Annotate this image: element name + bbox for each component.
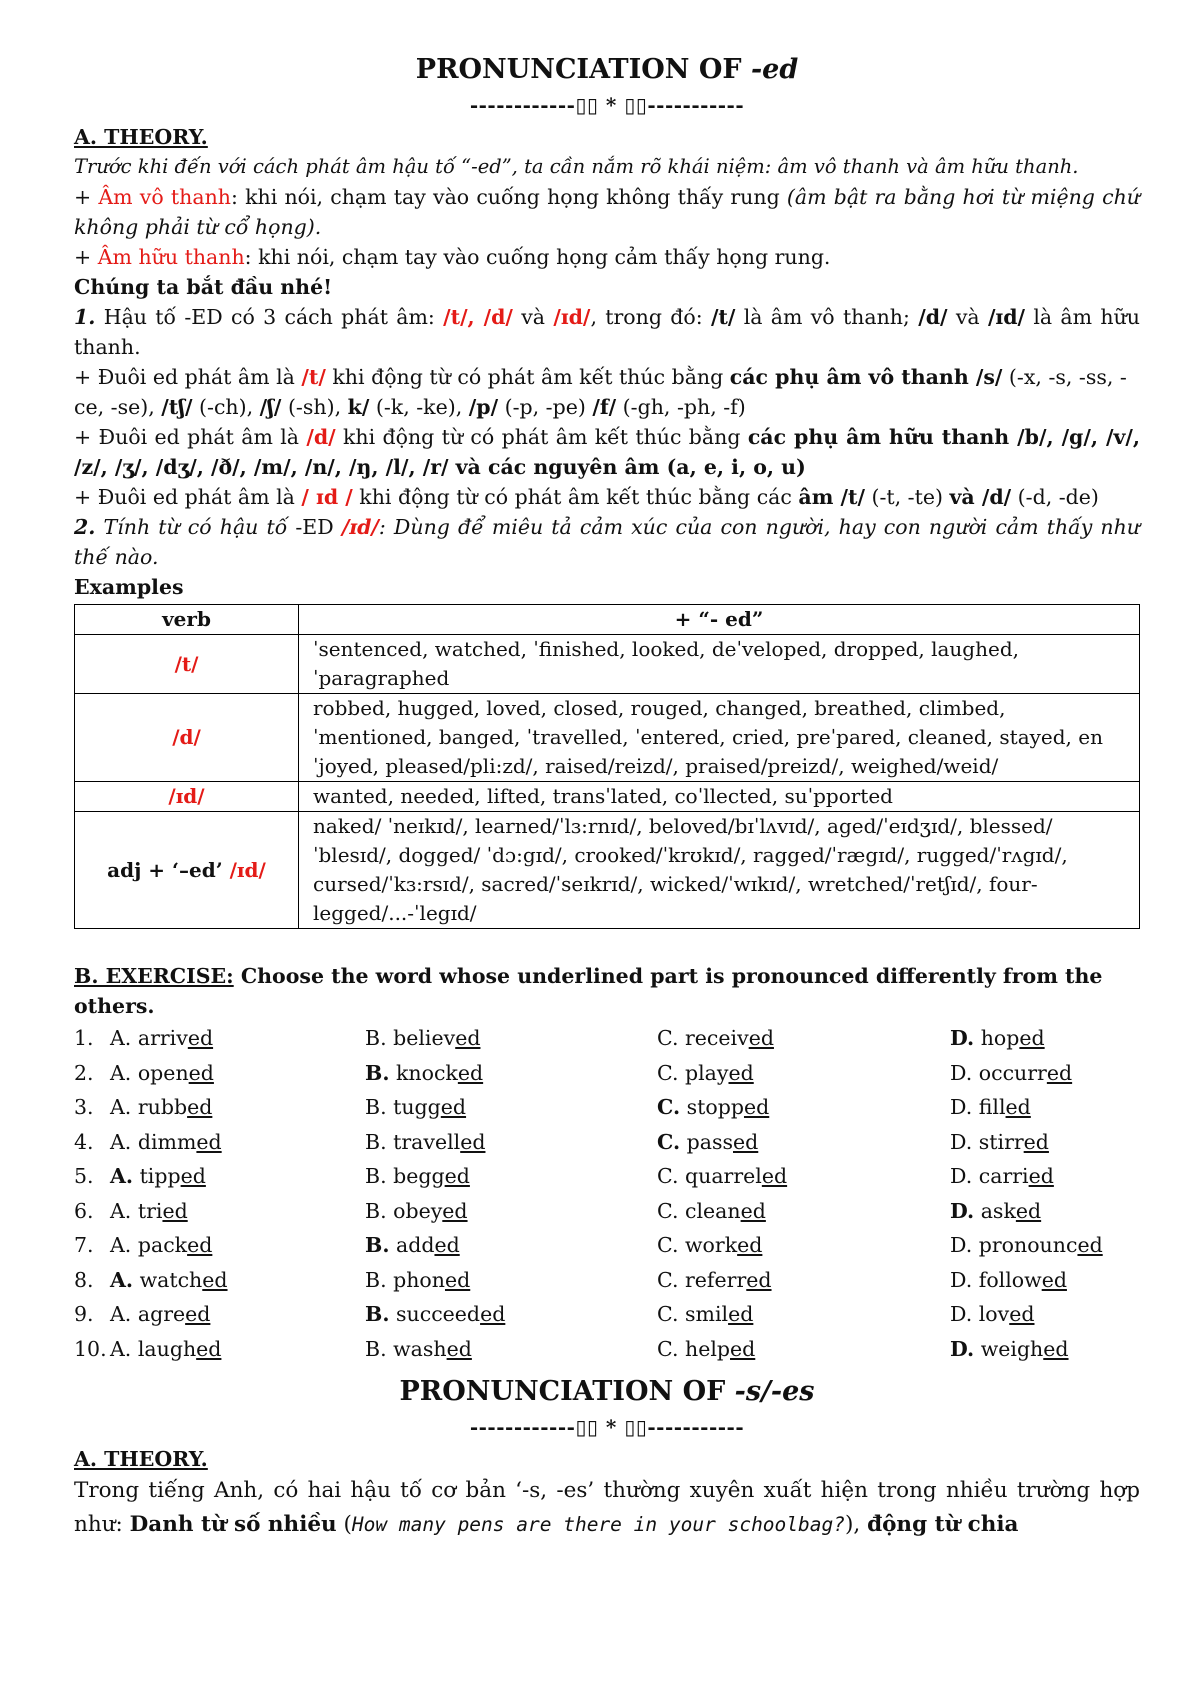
title-suffix: -ed [750, 54, 799, 85]
start-line: Chúng ta bắt đầu nhé! [74, 275, 333, 299]
examples-table [74, 604, 1140, 929]
voiced-term: Âm hữu thanh [97, 245, 245, 269]
exercise-option: A. arrived [110, 1026, 214, 1050]
exercise-option: B. knocked [365, 1060, 484, 1085]
row-words-id: wanted, needed, lifted, transˈlated, coˈllected, suˈpported [299, 782, 1140, 812]
divider-2: ------------▯▯ * ▯▯----------- [469, 1415, 745, 1439]
exercise-option: A. agreed [110, 1302, 211, 1326]
exercise-instruction: Choose the word whose underlined part is pronounced differently from the others. [74, 964, 1103, 1018]
exercise-option: D. stirred [950, 1129, 1049, 1154]
exercise-item [74, 1056, 1140, 1091]
exercise-option: D. followed [950, 1267, 1067, 1292]
exercise-option: D. occurred [950, 1060, 1073, 1085]
page-title [74, 50, 1140, 90]
rule-2: 2. Tính từ có hậu tố -ED /ɪd/: Dùng để miêu tả cảm xúc của con người, hay con người cảm thấy như thế nào. [74, 515, 1141, 569]
exercise-option: D. filled [950, 1095, 1031, 1119]
exercise-option: D. carried [950, 1164, 1054, 1188]
exercise-option: A. watched [110, 1267, 228, 1292]
row-label-t: /t/ [75, 635, 299, 694]
exercise-option: C. played [657, 1060, 754, 1085]
exercise-option: A. packed [110, 1233, 213, 1257]
exercise-option: C. received [657, 1026, 774, 1050]
table-row [75, 782, 1140, 812]
exercise-option: A. opened [110, 1060, 214, 1085]
exercise-number: 10. [74, 1336, 107, 1361]
exercise-number: 4. [74, 1129, 94, 1154]
document-page [74, 50, 1140, 1542]
rule-d: + Đuôi ed phát âm là /d/ khi động từ có phát âm kết thúc bằng các phụ âm hữu thanh /b/, /g/, /v/, /z/, /ʒ/, /dʒ/, /ð/, /m/, /n/, /ŋ, /l/, /r/ và các nguyên âm (a, e, i, o, u) [74, 425, 1140, 479]
examples-label: Examples [74, 575, 184, 599]
exercise-number: 2. [74, 1060, 94, 1085]
row-label-id: /ɪd/ [75, 782, 299, 812]
exercise-number: 7. [74, 1233, 94, 1257]
voiced-definition: + Âm hữu thanh: khi nói, chạm tay vào cuống họng cảm thấy họng rung. [74, 245, 831, 269]
exercise-item [74, 1263, 1140, 1298]
theory-heading: A. THEORY. [74, 125, 208, 149]
exercise-option: D. loved [950, 1302, 1035, 1326]
exercise-option: C. worked [657, 1233, 763, 1257]
exercise-option: A. dimmed [110, 1129, 222, 1154]
exercise-heading: B. EXERCISE: [74, 964, 234, 988]
exercise-option: C. stopped [657, 1095, 770, 1119]
exercise-list [74, 1021, 1140, 1366]
exercise-item [74, 1297, 1140, 1332]
exercise-number: 5. [74, 1164, 94, 1188]
exercise-option: B. tugged [365, 1095, 467, 1119]
theory-2-text: Trong tiếng Anh, có hai hậu tố cơ bản ‘-s, -es’ thường xuyên xuất hiện trong nhiều trường hợp như: Danh từ số nhiều (How many pens are there in your schoolbag?), động từ chia [74, 1478, 1140, 1537]
exercise-option: A. tipped [110, 1164, 206, 1188]
exercise-option: B. phoned [365, 1267, 471, 1292]
exercise-option: C. helped [657, 1336, 756, 1361]
row-label-d: /d/ [75, 694, 299, 782]
exercise-option: C. quarreled [657, 1164, 788, 1188]
exercise-item [74, 1332, 1140, 1367]
table-header-verb: verb [75, 605, 299, 635]
theory-heading-2: A. THEORY. [74, 1447, 208, 1471]
row-words-d: robbed, hugged, loved, closed, rouged, changed, breathed, climbed, ˈmentioned, banged, ˈtravelled, ˈentered, cried, preˈpared, cleaned, stayed, enˈjoyed, pleased/pli:zd/, raised/reizd/, praised/preizd/, weighed/weid/ [299, 694, 1140, 782]
exercise-item [74, 1159, 1140, 1194]
exercise-number: 6. [74, 1198, 94, 1223]
exercise-item [74, 1125, 1140, 1160]
exercise-option: B. travelled [365, 1129, 486, 1154]
exercise-option: A. rubbed [110, 1095, 213, 1119]
exercise-option: D. hoped [950, 1026, 1045, 1050]
exercise-option: C. passed [657, 1129, 759, 1154]
row-words-adj: naked/ ˈneɪkɪd/, learned/ˈlɜ:rnɪd/, beloved/bɪˈlʌvɪd/, aged/ˈeɪdʒɪd/, blessed/ˈblesɪd/, dogged/ ˈdɔ:gɪd/, crooked/ˈkrʊkɪd/, ragged/ˈrægɪd/, rugged/ˈrʌgɪd/, cursed/ˈkɜ:rsɪd/, sacred/ˈseɪkrɪd/, wicked/ˈwɪkɪd/, wretched/ˈretʃɪd/, four-legged/...-ˈlegɪd/ [299, 812, 1140, 929]
exercise-number: 1. [74, 1026, 94, 1050]
exercise-item [74, 1194, 1140, 1229]
exercise-option: C. referred [657, 1267, 772, 1292]
exercise-option: D. pronounced [950, 1233, 1103, 1257]
rule-1: 1. Hậu tố -ED có 3 cách phát âm: /t/, /d/ và /ɪd/, trong đó: /t/ là âm vô thanh; /d/ và /ɪd/ là âm hữu thanh. [74, 305, 1140, 359]
table-row [75, 694, 1140, 782]
divider: ------------▯▯ * ▯▯----------- [469, 93, 745, 117]
table-header-row [75, 605, 1140, 635]
voiceless-definition: + Âm vô thanh: khi nói, chạm tay vào cuống họng không thấy rung (âm bật ra bằng hơi từ miệng chứ không phải từ cổ họng). [74, 185, 1140, 239]
voiceless-term: Âm vô thanh [98, 185, 231, 209]
rule-t: + Đuôi ed phát âm là /t/ khi động từ có phát âm kết thúc bằng các phụ âm vô thanh /s/ (-x, -s, -ss, -ce, -se), /tʃ/ (-ch), /ʃ/ (-sh), k/ (-k, -ke), /p/ (-p, -pe) /f/ (-gh, -ph, -f) [74, 365, 1127, 419]
exercise-option: D. asked [950, 1198, 1042, 1223]
exercise-option: B. succeeded [365, 1302, 506, 1326]
exercise-option: C. cleaned [657, 1198, 766, 1223]
exercise-option: B. washed [365, 1336, 472, 1361]
exercise-option: D. weighed [950, 1336, 1069, 1361]
page-title-2: PRONUNCIATION OF -s/-es [399, 1376, 815, 1407]
exercise-number: 9. [74, 1302, 94, 1326]
exercise-option: A. tried [110, 1198, 188, 1223]
exercise-option: C. smiled [657, 1302, 754, 1326]
exercise-heading-line [74, 961, 1140, 1021]
exercise-number: 3. [74, 1095, 94, 1119]
row-words-t: ˈsentenced, watched, ˈfinished, looked, deˈveloped, dropped, laughed, ˈparagraphed [299, 635, 1140, 694]
table-row [75, 635, 1140, 694]
theory-intro: Trước khi đến với cách phát âm hậu tố “-ed”, ta cần nắm rõ khái niệm: âm vô thanh và âm hữu thanh. [74, 155, 1079, 178]
row-label-adj: adj + ‘–ed’ /ɪd/ [75, 812, 299, 929]
exercise-number: 8. [74, 1267, 94, 1292]
exercise-item [74, 1090, 1140, 1125]
table-header-ed: + “- ed” [299, 605, 1140, 635]
exercise-option: B. added [365, 1233, 460, 1257]
exercise-item [74, 1021, 1140, 1056]
exercise-option: B. believed [365, 1026, 481, 1050]
exercise-item [74, 1228, 1140, 1263]
table-row [75, 812, 1140, 929]
title-text: PRONUNCIATION OF [415, 54, 751, 85]
exercise-option: A. laughed [110, 1336, 222, 1361]
rule-id: + Đuôi ed phát âm là / ɪd / khi động từ có phát âm kết thúc bằng các âm /t/ (-t, -te) và /d/ (-d, -de) [74, 485, 1099, 509]
exercise-option: B. obeyed [365, 1198, 468, 1223]
exercise-option: B. begged [365, 1164, 470, 1188]
